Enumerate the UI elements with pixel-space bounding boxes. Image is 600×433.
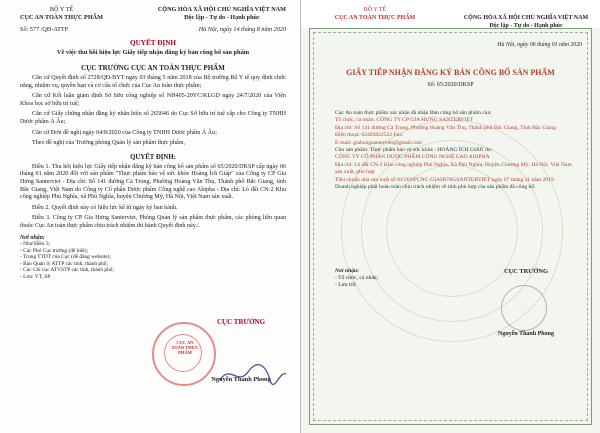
cert-signer-title: CỤC TRƯỞNG	[504, 268, 548, 275]
national-motto: Độc lập - Tự do - Hạnh phúc	[184, 14, 260, 21]
legal-basis-item: Căn cứ Giấy chứng nhận đăng ký nhãn hiệu số 265646 do Cục Sở hữu trí tuệ cấp cho Công ty TNHH Dược phẩm Á Âu;	[20, 111, 286, 125]
republic-name: CỘNG HÒA XÃ HỘI CHỦ NGHĨA VIỆT NAM	[157, 6, 286, 13]
decision-date: Hà Nội, ngày 14 tháng 8 năm 2020	[198, 26, 286, 33]
legal-basis-item: Căn cứ Quyết định số 2728/QĐ-BYT ngày 03 tháng 5 năm 2018 của Bộ trưởng Bộ Y tế quy định chức năng, nhiệm vụ, quyền hạn và cơ cấu tổ chức của Cục An toàn thực phẩm;	[20, 75, 286, 89]
cert-line: Tiêu chuẩn nhà sản xuất số 01/2019/CNC-GIAHUNGSANTERVIET ngày 07 tháng 11 năm 2019.	[335, 176, 556, 183]
signer-name: Nguyễn Thanh Phong	[211, 376, 271, 383]
stamp-text: CỤC AN TOÀN THỰC PHẨM	[171, 340, 199, 355]
cert-recipients	[335, 268, 378, 289]
cert-signature-block	[481, 268, 571, 337]
cert-line: Điện thoại: 02403822522 Fax:	[335, 132, 404, 139]
ministry-name: BỘ Y TẾ	[49, 6, 74, 13]
left-signature-block	[196, 318, 286, 383]
cert-line: Địa chỉ: Số 141 đường Cả Trọng, Phường Hoàng Văn Thụ, Thành phố Bắc Giang, Tỉnh Bắc Giang	[335, 124, 557, 131]
decision-header	[20, 6, 286, 22]
legal-basis-item: Căn cứ Kết luận giám định Sở hữu công nghiệp số NH405-20YC/KLGD ngày 24/7/2020 của Viện Khoa học sở hữu trí tuệ;	[20, 93, 286, 107]
legal-basis-item: Căn cứ Đơn đề nghị ngày 04/8/2020 của Công ty TNHH Dược phẩm Á Âu;	[32, 129, 217, 136]
cert-number: Số: 65/2020/DKSP	[427, 82, 474, 88]
decision-subtitle: Về việc thu hồi hiệu lực Giấy tiếp nhận đăng ký bản công bố sản phẩm	[56, 49, 250, 56]
agency-name: CỤC AN TOÀN THỰC PHẨM	[20, 14, 103, 21]
article-2: Điều 2. Quyết định này có hiệu lực kể từ ngày ký ban hành.	[32, 204, 178, 211]
decides-heading: QUYẾT ĐỊNH:	[130, 153, 176, 161]
recipient-item: - Lưu: VT, SP.	[20, 274, 52, 281]
articles-list	[20, 164, 286, 231]
cert-motto: Độc lập - Tự do - Hạnh phúc	[489, 23, 563, 29]
cert-signer-name: Nguyễn Thanh Phong	[498, 331, 554, 337]
cert-line: E-mail: giahungsanterviet@gmail.com	[335, 139, 422, 146]
cert-date: Hà Nội, ngày 06 tháng 01 năm 2020	[497, 42, 582, 48]
cert-title: GIẤY TIẾP NHẬN ĐĂNG KÝ BẢN CÔNG BỐ SẢN PHẨM	[346, 68, 555, 77]
legal-basis-item: Theo đề nghị của Trưởng phòng Quản lý sản phẩm thực phẩm,	[32, 140, 186, 147]
signer-title: CỤC TRƯỞNG	[216, 318, 266, 326]
decision-title: QUYẾT ĐỊNH	[130, 39, 176, 47]
legal-basis-list	[20, 75, 286, 148]
issuing-authority: CỤC TRƯỞNG CỤC AN TOÀN THỰC PHẨM	[81, 64, 225, 72]
cert-left-header	[315, 6, 435, 22]
recipient-item: - Các Phó Cục trưởng (để biết);	[20, 247, 89, 254]
recipients-title: Nơi nhận:	[20, 234, 45, 241]
cert-line: Tổ chức, cá nhân: CÔNG TY CP GIA HƯNG SANTERVIET	[335, 117, 474, 124]
cert-body	[335, 110, 578, 191]
registration-certificate	[300, 0, 600, 433]
decision-number: Số: 577 /QĐ-ATTP	[20, 26, 69, 33]
article-1: Điều 1. Thu hồi hiệu lực Giấy tiếp nhận đăng ký bản công bố sản phẩm số 65/2020/DKSP cấp ngày 06 tháng 01 năm 2020 đối với sản phẩm "Thực phẩm bảo vệ sức khỏe Hoàng Ích Giáp" của Công ty CP Gia Hưng Santerviet - Địa chỉ: Số 141 đường Cả Trọng, Phường Hoàng Văn Thụ, Thành phố Bắc Giang, tỉnh Bắc Giang, Việt Nam do Công ty Cổ phần Dược phẩm Công nghệ cao Abipha - Địa chỉ: Lô đất CN-2 Khu công nghiệp Phú Nghĩa, xã Phú Nghĩa, huyện Chương Mỹ, Hà Nội, Việt Nam sản xuất.	[20, 163, 286, 201]
recipient-item: - Trung TTDT của Cục (để đăng website);	[20, 254, 111, 261]
article-3: Điều 3. Công ty CP Gia Hưng Santerviet, Phòng Quản lý sản phẩm thực phẩm, các phòng liên quan thuộc Cục An toàn thực phẩm chịu trách nhiệm thi hành Quyết định này./.	[20, 215, 286, 229]
cert-line: Cho sản phẩm: Thực phẩm bảo vệ sức khỏe : HOÀNG ÍCH GIÁP, do:	[335, 147, 493, 154]
cert-agency: CỤC AN TOÀN THỰC PHẨM	[334, 15, 416, 21]
cert-right-header	[451, 14, 600, 30]
cert-recipient-item: - Tổ chức, cá nhân;	[335, 275, 379, 281]
cert-recipient-item: - Lưu trữ.	[335, 282, 357, 288]
cert-line: Cục An toàn thực phẩm xác nhận đã nhận Bản công bố sản phẩm của:	[335, 110, 492, 116]
recipient-item: - Các Chi cục ATVSTP các tỉnh, thành phố;	[20, 267, 114, 274]
recipients-block	[20, 235, 286, 281]
cert-line: Doanh nghiệp phải hoàn toàn chịu trách nhiệm về tính phù hợp của sản phẩm đã công bố.	[335, 184, 536, 191]
cert-line: Địa chỉ: Lô đất CN-2 Khu công nghiệp Phú Nghĩa, Xã Phú Nghĩa, Huyện Chương Mỹ, Hà Nội, Việt Nam sản xuất, phù hợp	[335, 161, 572, 176]
cert-line: CÔNG TY CỔ PHẦN DƯỢC PHẨM CÔNG NGHỆ CAO ABIPHA	[335, 154, 490, 161]
recipient-item: - Ban Quản lý ATTP các tỉnh, thành phố;	[20, 260, 108, 267]
recipient-item: - Như Điều 3;	[20, 241, 51, 248]
cert-recipients-title: Nơi nhận:	[335, 268, 359, 274]
cert-ministry: BỘ Y TẾ	[363, 7, 387, 13]
cert-republic: CỘNG HÒA XÃ HỘI CHỦ NGHĨA VIỆT NAM	[463, 15, 589, 21]
